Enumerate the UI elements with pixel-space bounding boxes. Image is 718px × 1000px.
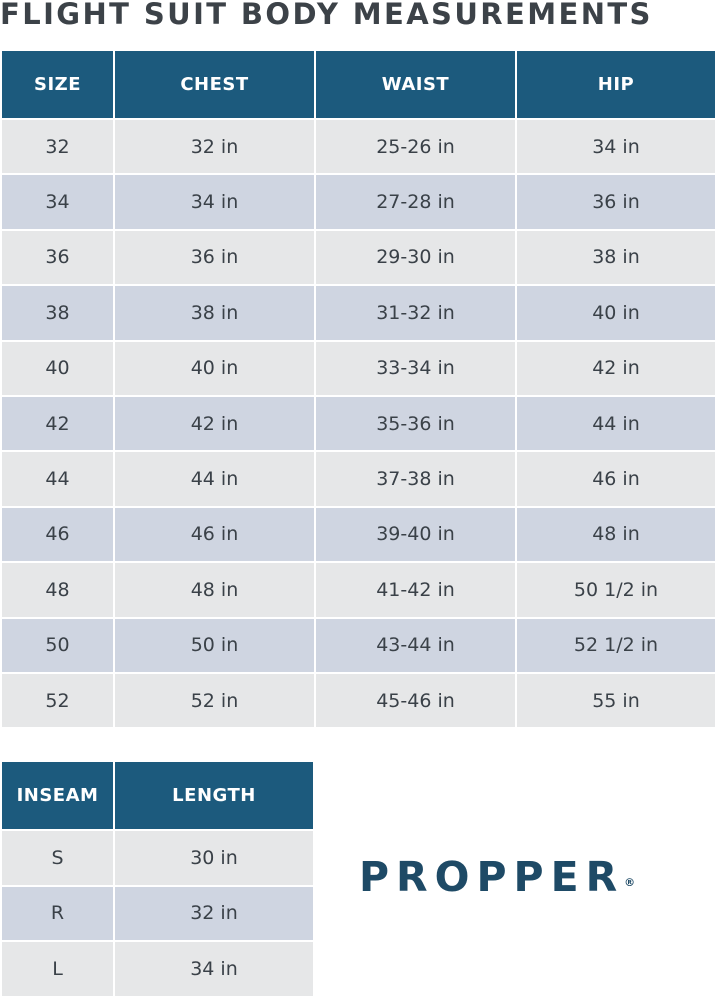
- table-cell-inseam: R: [2, 886, 114, 942]
- table-row: [2, 341, 716, 396]
- table-cell-hip: 34 in: [516, 119, 716, 174]
- table-cell-size: 46: [2, 507, 114, 562]
- table-cell-hip: 44 in: [516, 396, 716, 451]
- table-cell-chest: 48 in: [114, 562, 315, 617]
- table-cell-size: 38: [2, 285, 114, 340]
- table-header-row: [2, 51, 716, 119]
- table-cell-hip: 46 in: [516, 451, 716, 506]
- table-cell-length: 34 in: [114, 941, 314, 997]
- header-chest: CHEST: [114, 51, 315, 119]
- table-row: [2, 618, 716, 673]
- table-row: [2, 886, 314, 942]
- inseam-length-table: [2, 762, 315, 998]
- table-cell-hip: 38 in: [516, 230, 716, 285]
- table-cell-size: 36: [2, 230, 114, 285]
- table-cell-waist: 29-30 in: [315, 230, 516, 285]
- table-cell-waist: 25-26 in: [315, 119, 516, 174]
- table-cell-length: 30 in: [114, 830, 314, 886]
- table-cell-waist: 35-36 in: [315, 396, 516, 451]
- table-cell-chest: 36 in: [114, 230, 315, 285]
- table-cell-waist: 31-32 in: [315, 285, 516, 340]
- table-cell-chest: 38 in: [114, 285, 315, 340]
- table-cell-waist: 43-44 in: [315, 618, 516, 673]
- header-hip: HIP: [516, 51, 716, 119]
- table-row: [2, 941, 314, 997]
- table-cell-size: 44: [2, 451, 114, 506]
- table-row: [2, 285, 716, 340]
- table-cell-size: 50: [2, 618, 114, 673]
- table-cell-hip: 55 in: [516, 673, 716, 728]
- table-cell-size: 34: [2, 174, 114, 229]
- header-size: SIZE: [2, 51, 114, 119]
- table-cell-inseam: L: [2, 941, 114, 997]
- table-cell-hip: 50 1/2 in: [516, 562, 716, 617]
- header-inseam: INSEAM: [2, 762, 114, 830]
- table-row: [2, 562, 716, 617]
- page-title: FLIGHT SUIT BODY MEASUREMENTS: [0, 0, 653, 31]
- body-measurements-table: [2, 51, 717, 729]
- table-cell-chest: 50 in: [114, 618, 315, 673]
- table-cell-size: 42: [2, 396, 114, 451]
- table-row: [2, 830, 314, 886]
- table-cell-chest: 40 in: [114, 341, 315, 396]
- table-cell-hip: 48 in: [516, 507, 716, 562]
- table-row: [2, 174, 716, 229]
- table-row: [2, 119, 716, 174]
- table-cell-chest: 42 in: [114, 396, 315, 451]
- table-cell-chest: 34 in: [114, 174, 315, 229]
- table-row: [2, 507, 716, 562]
- table-cell-size: 32: [2, 119, 114, 174]
- table-cell-size: 52: [2, 673, 114, 728]
- table-cell-waist: 33-34 in: [315, 341, 516, 396]
- table-cell-hip: 36 in: [516, 174, 716, 229]
- table-cell-chest: 32 in: [114, 119, 315, 174]
- table-row: [2, 230, 716, 285]
- table-row: [2, 451, 716, 506]
- table-cell-size: 40: [2, 341, 114, 396]
- table-cell-inseam: S: [2, 830, 114, 886]
- table-cell-hip: 42 in: [516, 341, 716, 396]
- table-cell-length: 32 in: [114, 886, 314, 942]
- table-cell-chest: 44 in: [114, 451, 315, 506]
- table-cell-hip: 40 in: [516, 285, 716, 340]
- table-cell-chest: 52 in: [114, 673, 315, 728]
- logo-text: PROPPER: [359, 853, 625, 901]
- table-row: [2, 396, 716, 451]
- table-cell-waist: 27-28 in: [315, 174, 516, 229]
- table-header-row: [2, 762, 314, 830]
- table-cell-hip: 52 1/2 in: [516, 618, 716, 673]
- table-row: [2, 673, 716, 728]
- table-cell-waist: 39-40 in: [315, 507, 516, 562]
- propper-logo: [359, 852, 635, 902]
- table-cell-waist: 41-42 in: [315, 562, 516, 617]
- table-cell-size: 48: [2, 562, 114, 617]
- header-waist: WAIST: [315, 51, 516, 119]
- table-cell-waist: 45-46 in: [315, 673, 516, 728]
- table-cell-chest: 46 in: [114, 507, 315, 562]
- table-cell-waist: 37-38 in: [315, 451, 516, 506]
- header-length: LENGTH: [114, 762, 314, 830]
- registered-mark: ®: [624, 876, 636, 889]
